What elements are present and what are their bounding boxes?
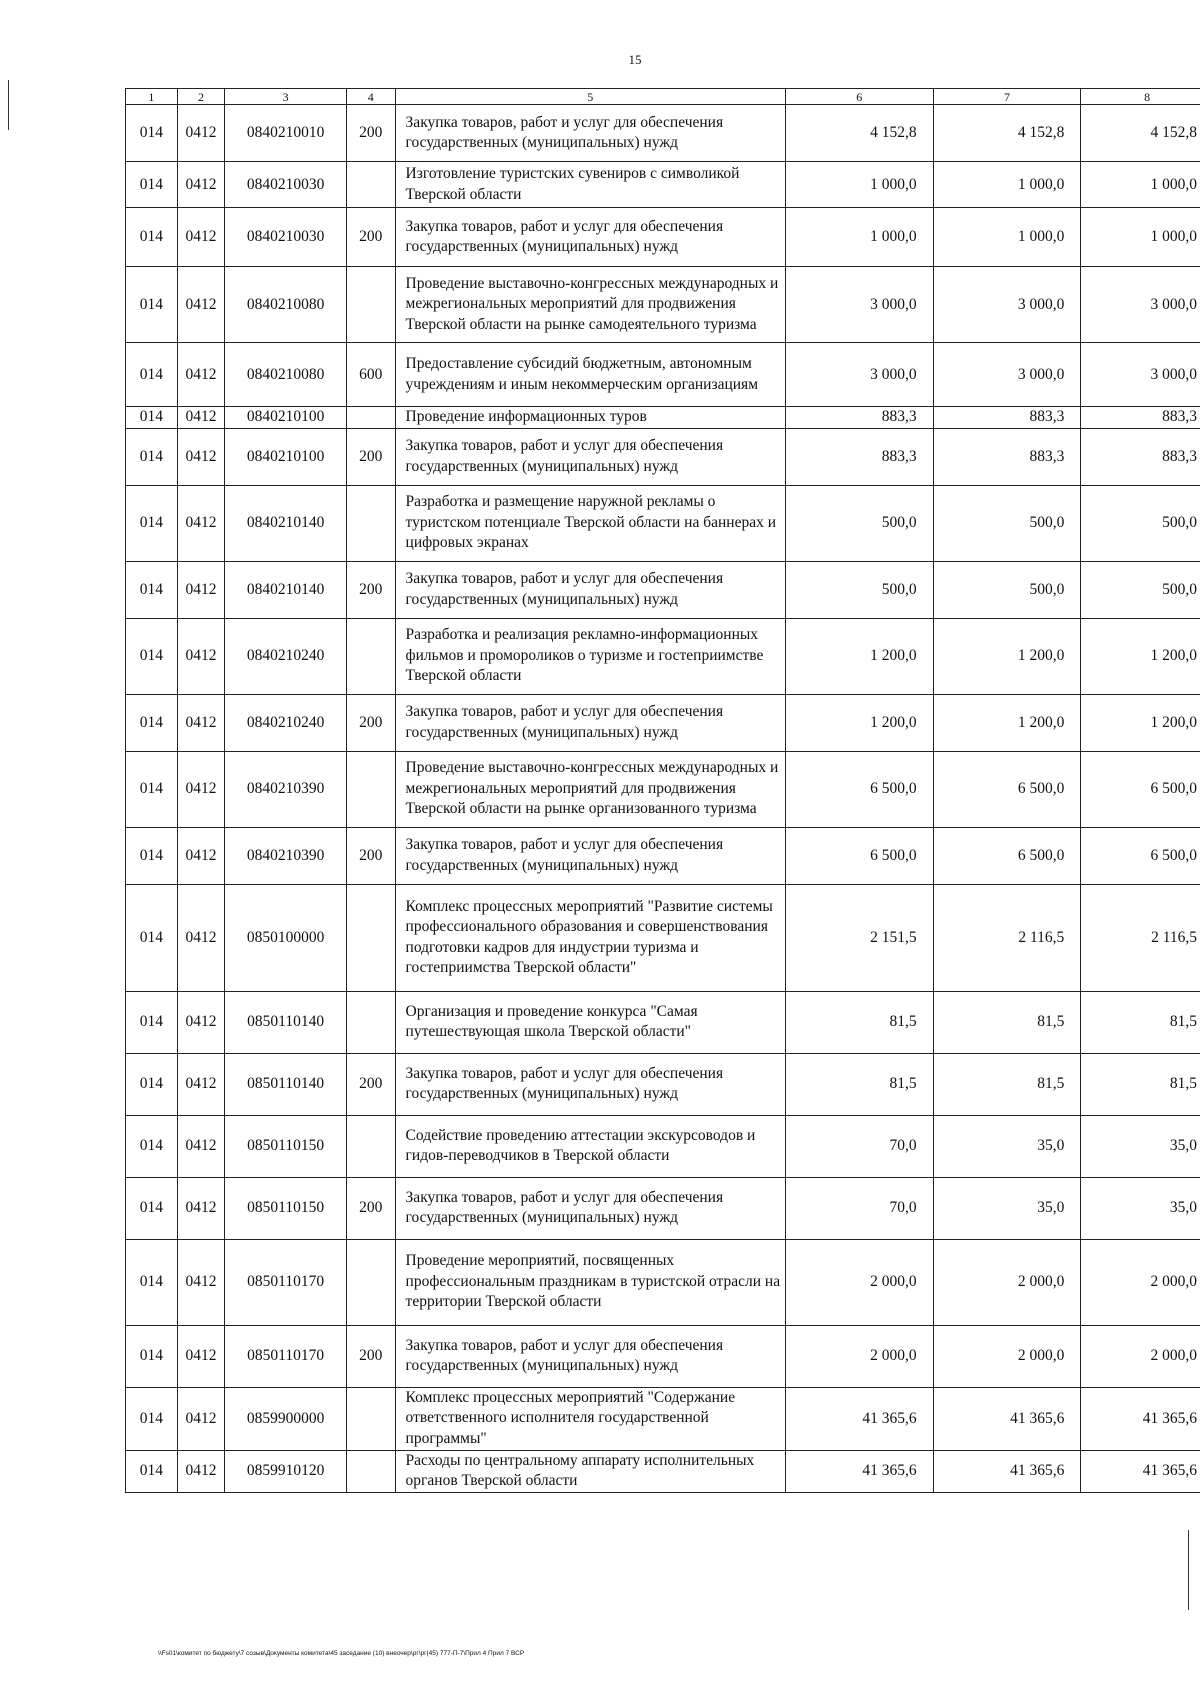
amount-cell: 41 365,6 — [1081, 1387, 1200, 1450]
description-cell: Закупка товаров, работ и услуг для обеспечения государственных (муниципальных) нужд — [395, 561, 785, 618]
file-path-footer: \\Fs01\комитет по бюджету\7 созыв\Документы комитета\45 заседание (10) внеочер\рг\рг(45) 777-П-7\Прил 4 Прил 7 ВСР — [158, 1650, 525, 1657]
ministry-code-cell: 014 — [126, 991, 178, 1053]
amount-cell: 500,0 — [785, 561, 933, 618]
amount-cell: 81,5 — [1081, 991, 1200, 1053]
table-row — [126, 751, 1200, 827]
scan-edge-mark — [8, 80, 9, 130]
amount-cell: 500,0 — [933, 485, 1081, 561]
amount-cell: 1 200,0 — [785, 694, 933, 751]
column-number-row — [126, 89, 1200, 105]
description-cell: Расходы по центральному аппарату исполнительных органов Тверской области — [395, 1450, 785, 1492]
page-number: 15 — [628, 52, 642, 67]
ministry-code-cell: 014 — [126, 1177, 178, 1239]
ministry-code-cell: 014 — [126, 618, 178, 694]
target-article-cell: 0850110140 — [225, 1053, 347, 1115]
expense-type-cell: 200 — [347, 208, 396, 267]
description-cell: Закупка товаров, работ и услуг для обеспечения государственных (муниципальных) нужд — [395, 694, 785, 751]
target-article-cell: 0840210140 — [225, 561, 347, 618]
target-article-cell: 0850100000 — [225, 884, 347, 991]
target-article-cell: 0840210100 — [225, 428, 347, 485]
description-cell: Проведение выставочно-конгрессных международных и межрегиональных мероприятий для продвижения Тверской области на рынке организованного туризма — [395, 751, 785, 827]
amount-cell: 3 000,0 — [785, 343, 933, 407]
amount-cell: 6 500,0 — [933, 827, 1081, 884]
amount-cell: 35,0 — [1081, 1177, 1200, 1239]
amount-cell: 6 500,0 — [1081, 751, 1200, 827]
amount-cell: 883,3 — [785, 428, 933, 485]
ministry-code-cell: 014 — [126, 1450, 178, 1492]
table-row — [126, 1239, 1200, 1325]
section-code-cell: 0412 — [177, 105, 224, 162]
description-cell: Проведение выставочно-конгрессных международных и межрегиональных мероприятий для продвижения Тверской области на рынке самодеятельного туризма — [395, 267, 785, 343]
section-code-cell: 0412 — [177, 884, 224, 991]
section-code-cell: 0412 — [177, 827, 224, 884]
amount-cell: 35,0 — [933, 1177, 1081, 1239]
amount-cell: 2 000,0 — [1081, 1239, 1200, 1325]
amount-cell: 500,0 — [1081, 485, 1200, 561]
expense-type-cell: 200 — [347, 694, 396, 751]
target-article-cell: 0840210240 — [225, 618, 347, 694]
amount-cell: 1 000,0 — [933, 208, 1081, 267]
description-cell: Закупка товаров, работ и услуг для обеспечения государственных (муниципальных) нужд — [395, 208, 785, 267]
expense-type-cell: 200 — [347, 561, 396, 618]
table-row — [126, 267, 1200, 343]
amount-cell: 500,0 — [933, 561, 1081, 618]
amount-cell: 3 000,0 — [1081, 267, 1200, 343]
table-row — [126, 561, 1200, 618]
section-code-cell: 0412 — [177, 428, 224, 485]
expense-type-cell — [347, 267, 396, 343]
column-number: 2 — [177, 89, 224, 105]
amount-cell: 81,5 — [933, 991, 1081, 1053]
ministry-code-cell: 014 — [126, 1115, 178, 1177]
section-code-cell: 0412 — [177, 485, 224, 561]
ministry-code-cell: 014 — [126, 407, 178, 429]
section-code-cell: 0412 — [177, 162, 224, 208]
amount-cell: 500,0 — [785, 485, 933, 561]
amount-cell: 1 000,0 — [1081, 208, 1200, 267]
amount-cell: 883,3 — [1081, 428, 1200, 485]
section-code-cell: 0412 — [177, 1239, 224, 1325]
expense-type-cell — [347, 1450, 396, 1492]
expense-type-cell — [347, 1115, 396, 1177]
target-article-cell: 0840210240 — [225, 694, 347, 751]
table-row — [126, 1115, 1200, 1177]
table-row — [126, 618, 1200, 694]
expense-type-cell — [347, 1239, 396, 1325]
table-row — [126, 991, 1200, 1053]
amount-cell: 4 152,8 — [1081, 105, 1200, 162]
column-number: 5 — [395, 89, 785, 105]
ministry-code-cell: 014 — [126, 343, 178, 407]
target-article-cell: 0850110170 — [225, 1239, 347, 1325]
table-row — [126, 1387, 1200, 1450]
description-cell: Организация и проведение конкурса "Самая путешествующая школа Тверской области" — [395, 991, 785, 1053]
amount-cell: 883,3 — [933, 428, 1081, 485]
expense-type-cell — [347, 991, 396, 1053]
expense-type-cell — [347, 751, 396, 827]
amount-cell: 6 500,0 — [785, 827, 933, 884]
amount-cell: 35,0 — [1081, 1115, 1200, 1177]
target-article-cell: 0859900000 — [225, 1387, 347, 1450]
target-article-cell: 0840210030 — [225, 208, 347, 267]
table-row — [126, 1450, 1200, 1492]
amount-cell: 1 200,0 — [785, 618, 933, 694]
amount-cell: 35,0 — [933, 1115, 1081, 1177]
expense-type-cell: 200 — [347, 1177, 396, 1239]
ministry-code-cell: 014 — [126, 1325, 178, 1387]
section-code-cell: 0412 — [177, 1177, 224, 1239]
description-cell: Разработка и размещение наружной рекламы о туристском потенциале Тверской области на баннерах и цифровых экранах — [395, 485, 785, 561]
amount-cell: 2 000,0 — [933, 1325, 1081, 1387]
description-cell: Проведение мероприятий, посвященных профессиональным праздникам в туристской отрасли на территории Тверской области — [395, 1239, 785, 1325]
ministry-code-cell: 014 — [126, 1387, 178, 1450]
ministry-code-cell: 014 — [126, 694, 178, 751]
expense-type-cell — [347, 618, 396, 694]
amount-cell: 3 000,0 — [933, 343, 1081, 407]
column-number: 4 — [347, 89, 396, 105]
table-row — [126, 827, 1200, 884]
section-code-cell: 0412 — [177, 267, 224, 343]
amount-cell: 883,3 — [1081, 407, 1200, 429]
amount-cell: 883,3 — [785, 407, 933, 429]
amount-cell: 2 000,0 — [933, 1239, 1081, 1325]
target-article-cell: 0840210100 — [225, 407, 347, 429]
target-article-cell: 0840210140 — [225, 485, 347, 561]
ministry-code-cell: 014 — [126, 428, 178, 485]
amount-cell: 1 000,0 — [1081, 162, 1200, 208]
ministry-code-cell: 014 — [126, 105, 178, 162]
description-cell: Содействие проведению аттестации экскурсоводов и гидов-переводчиков в Тверской области — [395, 1115, 785, 1177]
table-row — [126, 884, 1200, 991]
scan-edge-mark — [1188, 1530, 1189, 1610]
amount-cell: 3 000,0 — [933, 267, 1081, 343]
amount-cell: 883,3 — [933, 407, 1081, 429]
amount-cell: 500,0 — [1081, 561, 1200, 618]
target-article-cell: 0850110140 — [225, 991, 347, 1053]
description-cell: Комплекс процессных мероприятий "Содержание ответственного исполнителя государственной программы" — [395, 1387, 785, 1450]
amount-cell: 41 365,6 — [933, 1387, 1081, 1450]
section-code-cell: 0412 — [177, 991, 224, 1053]
section-code-cell: 0412 — [177, 1387, 224, 1450]
ministry-code-cell: 014 — [126, 208, 178, 267]
amount-cell: 6 500,0 — [785, 751, 933, 827]
target-article-cell: 0840210390 — [225, 827, 347, 884]
amount-cell: 81,5 — [1081, 1053, 1200, 1115]
amount-cell: 41 365,6 — [933, 1450, 1081, 1492]
amount-cell: 2 000,0 — [785, 1239, 933, 1325]
description-cell: Закупка товаров, работ и услуг для обеспечения государственных (муниципальных) нужд — [395, 428, 785, 485]
expense-type-cell — [347, 162, 396, 208]
amount-cell: 1 200,0 — [933, 694, 1081, 751]
column-number: 7 — [933, 89, 1081, 105]
ministry-code-cell: 014 — [126, 561, 178, 618]
description-cell: Закупка товаров, работ и услуг для обеспечения государственных (муниципальных) нужд — [395, 105, 785, 162]
target-article-cell: 0840210080 — [225, 267, 347, 343]
description-cell: Закупка товаров, работ и услуг для обеспечения государственных (муниципальных) нужд — [395, 827, 785, 884]
target-article-cell: 0840210030 — [225, 162, 347, 208]
amount-cell: 1 200,0 — [1081, 618, 1200, 694]
amount-cell: 41 365,6 — [1081, 1450, 1200, 1492]
target-article-cell: 0850110170 — [225, 1325, 347, 1387]
description-cell: Закупка товаров, работ и услуг для обеспечения государственных (муниципальных) нужд — [395, 1325, 785, 1387]
target-article-cell: 0850110150 — [225, 1115, 347, 1177]
table-row — [126, 1325, 1200, 1387]
budget-table — [125, 88, 1200, 1493]
description-cell: Разработка и реализация рекламно-информационных фильмов и проморoликов о туризме и гостеприимстве Тверской области — [395, 618, 785, 694]
amount-cell: 6 500,0 — [933, 751, 1081, 827]
description-cell: Закупка товаров, работ и услуг для обеспечения государственных (муниципальных) нужд — [395, 1053, 785, 1115]
section-code-cell: 0412 — [177, 618, 224, 694]
expense-type-cell: 200 — [347, 1325, 396, 1387]
expense-type-cell: 600 — [347, 343, 396, 407]
section-code-cell: 0412 — [177, 407, 224, 429]
section-code-cell: 0412 — [177, 694, 224, 751]
column-number: 3 — [225, 89, 347, 105]
expense-type-cell — [347, 485, 396, 561]
amount-cell: 41 365,6 — [785, 1387, 933, 1450]
section-code-cell: 0412 — [177, 1450, 224, 1492]
table-row — [126, 1053, 1200, 1115]
ministry-code-cell: 014 — [126, 485, 178, 561]
target-article-cell: 0859910120 — [225, 1450, 347, 1492]
table-row — [126, 428, 1200, 485]
ministry-code-cell: 014 — [126, 751, 178, 827]
amount-cell: 2 000,0 — [785, 1325, 933, 1387]
target-article-cell: 0840210080 — [225, 343, 347, 407]
description-cell: Проведение информационных туров — [395, 407, 785, 429]
amount-cell: 70,0 — [785, 1115, 933, 1177]
expense-type-cell — [347, 884, 396, 991]
table-body — [126, 105, 1200, 1493]
column-number: 6 — [785, 89, 933, 105]
section-code-cell: 0412 — [177, 1325, 224, 1387]
amount-cell: 6 500,0 — [1081, 827, 1200, 884]
description-cell: Комплекс процессных мероприятий "Развитие системы профессионального образования и совершенствования подготовки кадров для индустрии туризма и гостеприимства Тверской области" — [395, 884, 785, 991]
expense-type-cell — [347, 407, 396, 429]
column-number: 1 — [126, 89, 178, 105]
amount-cell: 41 365,6 — [785, 1450, 933, 1492]
amount-cell: 3 000,0 — [1081, 343, 1200, 407]
expense-type-cell — [347, 1387, 396, 1450]
table-row — [126, 208, 1200, 267]
ministry-code-cell: 014 — [126, 884, 178, 991]
table-header — [126, 89, 1200, 105]
table-row — [126, 105, 1200, 162]
amount-cell: 2 116,5 — [1081, 884, 1200, 991]
expense-type-cell: 200 — [347, 105, 396, 162]
ministry-code-cell: 014 — [126, 162, 178, 208]
section-code-cell: 0412 — [177, 208, 224, 267]
table-row — [126, 343, 1200, 407]
amount-cell: 1 200,0 — [1081, 694, 1200, 751]
table-row — [126, 485, 1200, 561]
amount-cell: 2 000,0 — [1081, 1325, 1200, 1387]
ministry-code-cell: 014 — [126, 267, 178, 343]
amount-cell: 70,0 — [785, 1177, 933, 1239]
amount-cell: 1 000,0 — [785, 162, 933, 208]
ministry-code-cell: 014 — [126, 1239, 178, 1325]
description-cell: Предоставление субсидий бюджетным, автономным учреждениям и иным некоммерческим организациям — [395, 343, 785, 407]
amount-cell: 1 000,0 — [933, 162, 1081, 208]
description-cell: Изготовление туристских сувениров с символикой Тверской области — [395, 162, 785, 208]
section-code-cell: 0412 — [177, 343, 224, 407]
section-code-cell: 0412 — [177, 751, 224, 827]
amount-cell: 1 000,0 — [785, 208, 933, 267]
description-cell: Закупка товаров, работ и услуг для обеспечения государственных (муниципальных) нужд — [395, 1177, 785, 1239]
table-row — [126, 162, 1200, 208]
amount-cell: 1 200,0 — [933, 618, 1081, 694]
section-code-cell: 0412 — [177, 1115, 224, 1177]
expense-type-cell: 200 — [347, 1053, 396, 1115]
expense-type-cell: 200 — [347, 827, 396, 884]
table-row — [126, 1177, 1200, 1239]
amount-cell: 4 152,8 — [785, 105, 933, 162]
expense-type-cell: 200 — [347, 428, 396, 485]
column-number: 8 — [1081, 89, 1200, 105]
ministry-code-cell: 014 — [126, 827, 178, 884]
amount-cell: 2 116,5 — [933, 884, 1081, 991]
amount-cell: 81,5 — [785, 991, 933, 1053]
amount-cell: 81,5 — [785, 1053, 933, 1115]
amount-cell: 2 151,5 — [785, 884, 933, 991]
target-article-cell: 0840210010 — [225, 105, 347, 162]
amount-cell: 81,5 — [933, 1053, 1081, 1115]
section-code-cell: 0412 — [177, 561, 224, 618]
table-row — [126, 694, 1200, 751]
amount-cell: 3 000,0 — [785, 267, 933, 343]
target-article-cell: 0850110150 — [225, 1177, 347, 1239]
ministry-code-cell: 014 — [126, 1053, 178, 1115]
section-code-cell: 0412 — [177, 1053, 224, 1115]
amount-cell: 4 152,8 — [933, 105, 1081, 162]
table-row — [126, 407, 1200, 429]
target-article-cell: 0840210390 — [225, 751, 347, 827]
